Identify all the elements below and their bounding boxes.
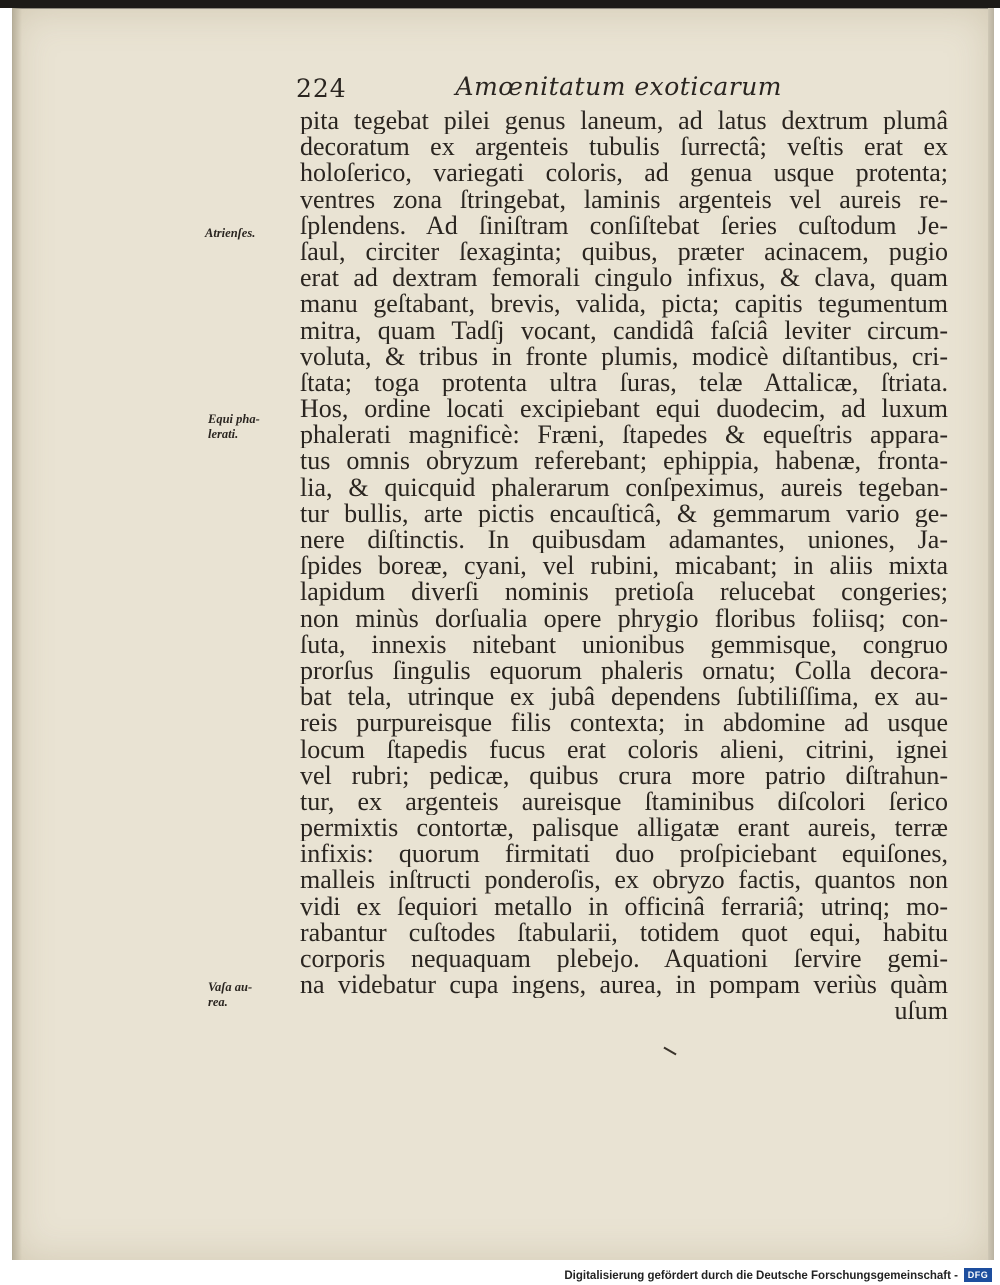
text-line: na videbatur cupa ingens, aurea, in pompam veriùs quàm [300, 972, 948, 999]
dfg-logo: DFG [964, 1268, 992, 1282]
running-title: Amœnitatum exoticarum [455, 72, 782, 101]
text-line: infixis: quorum firmitati duo proſpiciebant equiſones, [300, 841, 948, 868]
scan-top-border [0, 0, 1000, 8]
text-line: voluta, & tribus in fronte plumis, modicè diſtantibus, cri- [300, 343, 948, 370]
text-line: prorſus ſingulis equorum phaleris ornatu; Colla decora- [300, 657, 948, 685]
text-line: lapidum diverſi nominis pretioſa relucebat congeries; [300, 579, 948, 606]
text-line: ſtata; toga protenta ultra ſuras, telæ Attalicæ, ſtriata. [300, 369, 948, 397]
text-line: ſuta, innexis nitebant unionibus gemmisque, congruo [300, 631, 948, 658]
marginal-note-line: Atrienſes. [205, 226, 256, 240]
text-line: vel rubri; pedicæ, quibus crura more patrio diſtrahun- [300, 762, 948, 789]
page-gutter-shadow [12, 8, 22, 1260]
text-line: erat ad dextram femorali cingulo infixus, & clava, quam [300, 265, 948, 292]
text-line: ventres zona ſtringebat, laminis argenteis vel aureis re- [300, 186, 948, 213]
text-line: non minùs dorſualia opere phrygio floribus foliisq; con- [300, 605, 948, 632]
text-line: malleis inſtructi ponderoſis, ex obryzo factis, quantos non [300, 867, 948, 894]
text-line: tus omnis obryzum referebant; ephippia, habenæ, fronta- [300, 448, 948, 475]
marginal-note-vasa-aurea [208, 980, 298, 1010]
text-line: bat tela, utrinque ex jubâ dependens ſubtiliſſima, ex au- [300, 684, 948, 711]
page-edge [988, 8, 994, 1260]
running-head [296, 72, 782, 106]
text-line: tur, ex argenteis aureisque ſtaminibus diſcolori ſerico [300, 788, 948, 816]
text-line: locum ſtapedis fucus erat coloris alieni, citrini, ignei [300, 736, 948, 763]
marginal-note-line: rea. [208, 995, 228, 1009]
text-line: pita tegebat pilei genus laneum, ad latus dextrum plumâ [300, 108, 948, 135]
text-line: holoſerico, variegati coloris, ad genua usque protenta; [300, 160, 948, 187]
marginal-note-line: lerati. [208, 427, 239, 441]
text-line: ſplendens. Ad ſiniſtram conſiſtebat ſeries cuſtodum Je- [300, 212, 948, 239]
text-line: ſpides boreæ, cyani, vel rubini, micabant; in aliis mixta [300, 553, 948, 580]
marginal-note-atrienses [205, 226, 295, 241]
marginal-note-line: Vaſa au- [208, 980, 253, 994]
text-line: decoratum ex argenteis tubulis ſurrectâ; veſtis erat ex [300, 134, 948, 161]
text-line: permixtis contortæ, palisque alligatæ erant aureis, terræ [300, 815, 948, 842]
marginal-note-line: Equi pha- [208, 412, 260, 426]
text-line: phalerati magnificè: Fræni, ſtapedes & equeſtris appara- [300, 422, 948, 449]
text-line: corporis nequaquam plebejo. Aquationi ſervire gemi- [300, 946, 948, 973]
text-line: ſaul, circiter ſexaginta; quibus, præter acinacem, pugio [300, 238, 948, 266]
text-line: manu geſtabant, brevis, valida, picta; capitis tegumentum [300, 291, 948, 318]
text-line: nere diſtinctis. In quibusdam adamantes, uniones, Ja- [300, 527, 948, 554]
text-line: lia, & quicquid phalerarum conſpeximus, aureis tegeban- [300, 474, 948, 501]
funding-credit: Digitalisierung gefördert durch die Deutsche Forschungsgemeinschaft - [564, 1270, 958, 1282]
body-text [300, 108, 948, 1025]
text-line: reis purpureisque filis contexta; in abdomine ad usque [300, 710, 948, 737]
text-line: vidi ex ſequiori metallo in officinâ ferrariâ; utrinq; mo- [300, 893, 948, 920]
text-line: tur bullis, arte pictis encauſticâ, & gemmarum vario ge- [300, 500, 948, 527]
text-line: mitra, quam Tadſj vocant, candidâ faſciâ leviter circum- [300, 317, 948, 344]
text-line: rabantur cuſtodes ſtabularii, totidem quot equi, habitu [300, 919, 948, 946]
marginal-note-equi-phalerati [208, 412, 298, 442]
catchword: uſum [894, 998, 948, 1025]
text-line: Hos, ordine locati excipiebant equi duodecim, ad luxum [300, 396, 948, 423]
page-number: 224 [296, 74, 347, 103]
